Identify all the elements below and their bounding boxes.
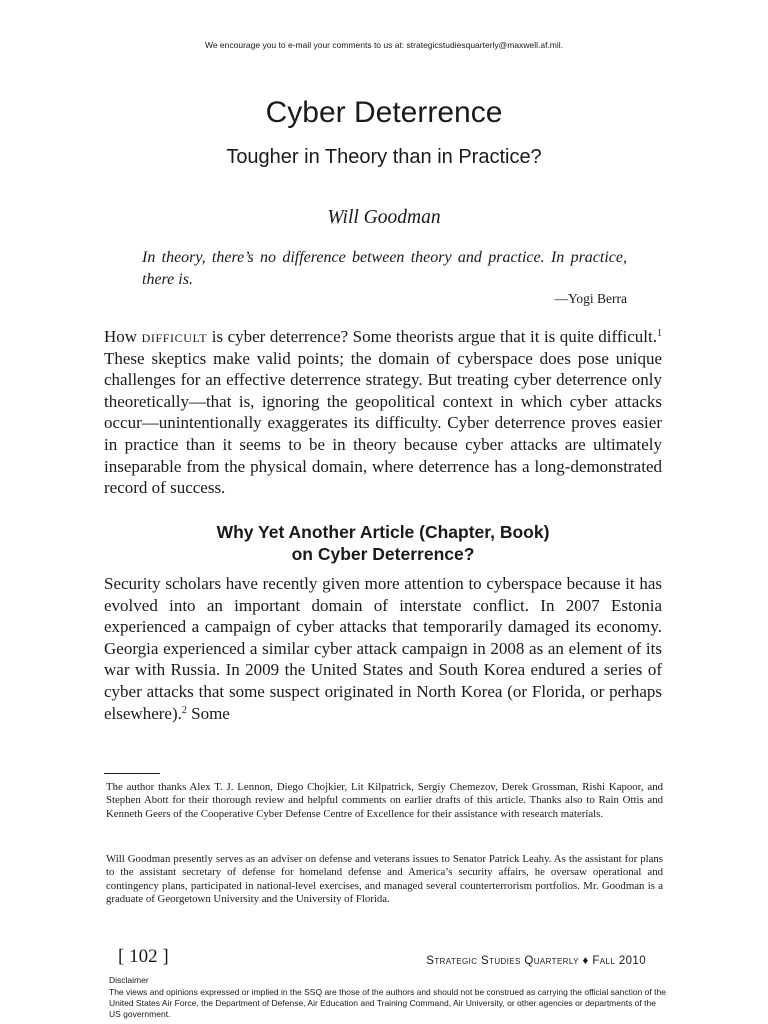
journal-name: Strategic Studies Quarterly <box>426 955 579 967</box>
section-heading <box>104 522 662 565</box>
page-number: [ 102 ] <box>118 946 169 967</box>
epigraph-attribution: —Yogi Berra <box>554 291 627 306</box>
para2-text-a: Security scholars have recently given more attention to cyberspace because it has evolved into an important domain of interstate conflict. In 2007 Estonia experienced a campaign of cyber attacks that temporarily damaged its economy. Georgia experienced a similar cyber attack campaign in 2008 as an element of its war with Russia. In 2009 the United States and South Korea endured a series of cyber attacks that some suspect originated in North Korea (or Florida, or perhaps elsewhere). <box>104 574 662 723</box>
para1-smallcaps-word: difficult <box>141 327 208 346</box>
para1-lead: How <box>104 327 142 346</box>
section-heading-line-1: Why Yet Another Article (Chapter, Book) <box>216 522 550 542</box>
para1-text-b: These skeptics make valid points; the domain of cyberspace does pose unique challenges for an effective deterrence strategy. But treating cyber deterrence only theoretically—that is, ignoring the geopolitical context in which cyber attacks occur—unintentionally exaggerates its difficulty. Cyber deterrence proves easier in practice than it seems to be in theory because cyber attacks are ultimately inseparable from the physical domain, where deterrence has a long-demonstrated record of success. <box>104 348 662 498</box>
article-author: Will Goodman <box>327 207 441 228</box>
body-paragraph-2 <box>104 573 662 724</box>
epigraph-quote: In theory, there’s no difference between theory and practice. In practice, there is. <box>142 249 627 288</box>
footnote-ref-2: 2 <box>181 704 187 716</box>
article-subtitle: Tougher in Theory than in Practice? <box>226 146 542 168</box>
disclaimer-heading: Disclaimer <box>109 975 149 985</box>
journal-issue: Fall 2010 <box>592 955 646 967</box>
disclaimer-text: The views and opinions expressed or implied in the SSQ are those of the authors and should not be construed as carrying the official sanction of the United States Air Force, the Department of Defense, Air Education and Training Command, Air University, or other agencies or departments of the US government. <box>109 987 666 1019</box>
body-paragraph-1 <box>104 326 662 499</box>
footnote-acknowledgments: The author thanks Alex T. J. Lennon, Diego Chojkier, Lit Kilpatrick, Sergiy Chemezov, Derek Grossman, Rishi Kapoor, and Stephen Abott for their thorough review and helpful comments on earlier drafts of this article. Thanks also to Rain Ottis and Kenneth Geers of the Cooperative Cyber Defense Centre of Excellence for their assistance with research materials. <box>106 781 663 820</box>
section-heading-line-2: on Cyber Deterrence? <box>291 543 475 564</box>
footnote-author-bio: Will Goodman presently serves as an adviser on defense and veterans issues to Senator Patrick Leahy. As the assistant for plans to the assistant secretary of defense for homeland defense and America’s security affairs, he oversaw operational and contingency plans, participated in national-level exercises, and managed several counterterrorism portfolios. Mr. Goodman is a graduate of Georgetown University and the University of Florida. <box>106 853 663 905</box>
para1-text-a: is cyber deterrence? Some theorists argue that it is quite difficult. <box>207 327 658 346</box>
email-comment-note: We encourage you to e-mail your comments to us at: strategicstudiesquarterly@maxwell.af.mil. <box>204 40 564 50</box>
footnote-divider <box>104 773 160 774</box>
article-title: Cyber Deterrence <box>265 96 503 129</box>
journal-footer <box>380 955 646 967</box>
para2-text-b: Some <box>186 703 230 723</box>
footnote-ref-1: 1 <box>657 328 663 339</box>
diamond-separator-icon: ♦ <box>582 955 589 967</box>
